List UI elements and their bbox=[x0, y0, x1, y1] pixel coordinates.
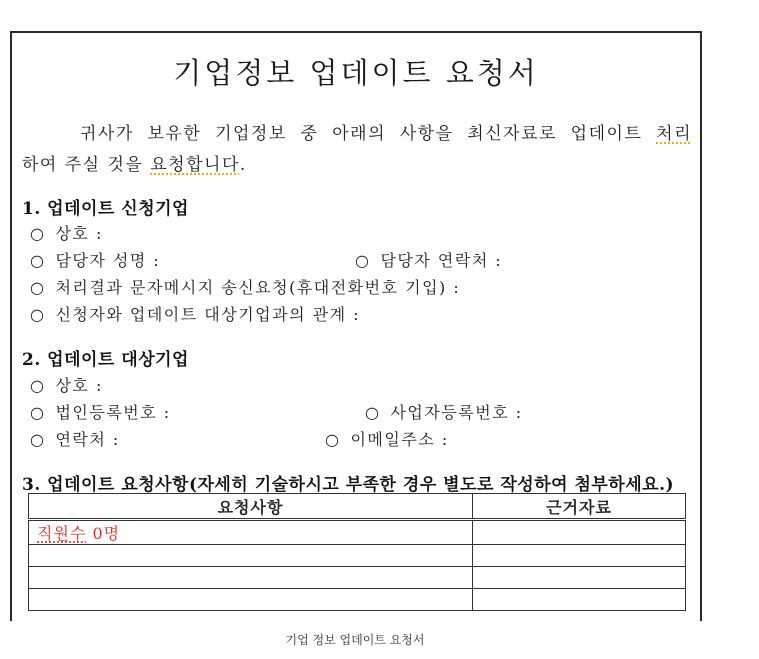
intro-paragraph bbox=[22, 119, 692, 181]
section1-heading: 1. 업데이트 신청기업 bbox=[22, 199, 189, 219]
table-header-row bbox=[29, 494, 686, 520]
image-caption: 기업 정보 업데이트 요청서 bbox=[285, 633, 425, 647]
bullet-icon: ○ bbox=[30, 403, 46, 422]
s1-contact-name-field bbox=[30, 248, 160, 271]
bullet-icon: ○ bbox=[365, 403, 381, 422]
bullet-icon: ○ bbox=[30, 430, 46, 449]
s2-corp-reg-field bbox=[30, 400, 171, 423]
request-cell[interactable] bbox=[29, 567, 473, 589]
bullet-icon: ○ bbox=[30, 278, 46, 297]
intro-text-2c: . bbox=[239, 155, 247, 175]
document-title: 기업정보 업데이트 요청서 bbox=[173, 56, 539, 90]
bullet-icon: ○ bbox=[325, 430, 341, 449]
section2-heading: 2. 업데이트 대상기업 bbox=[22, 350, 189, 370]
s1-contact-phone-field bbox=[355, 248, 502, 271]
evidence-cell[interactable] bbox=[473, 545, 686, 567]
section3-heading: 3. 업데이트 요청사항(자세히 기술하시고 부족한 경우 별도로 작성하여 첨부하세요.) bbox=[22, 475, 675, 495]
col-request-header: 요청사항 bbox=[29, 494, 473, 520]
bullet-icon: ○ bbox=[30, 305, 46, 324]
s2-corp-reg-label: 법인등록번호 : bbox=[55, 403, 171, 422]
evidence-cell[interactable] bbox=[473, 520, 686, 545]
intro-text-2a: 하여 주실 것을 bbox=[22, 155, 151, 175]
request-cell[interactable] bbox=[29, 589, 473, 611]
table-row bbox=[29, 589, 686, 611]
table-row bbox=[29, 567, 686, 589]
bullet-icon: ○ bbox=[30, 251, 46, 270]
intro-text-1b: 처리 bbox=[656, 124, 692, 144]
evidence-cell[interactable] bbox=[473, 589, 686, 611]
s2-phone-label: 연락처 : bbox=[55, 430, 120, 449]
request-cell[interactable] bbox=[29, 520, 473, 545]
intro-text-1a: 귀사가 보유한 기업정보 중 아래의 사항을 최신자료로 업데이트 bbox=[80, 124, 657, 144]
intro-line-2 bbox=[22, 150, 692, 181]
col-evidence-header: 근거자료 bbox=[473, 494, 686, 520]
entry-text-b: 0명 bbox=[86, 524, 121, 543]
intro-line-1 bbox=[22, 119, 692, 150]
document-page bbox=[10, 31, 702, 621]
s1-relation-field bbox=[30, 302, 360, 325]
s2-email-label: 이메일주소 : bbox=[350, 430, 449, 449]
table-row bbox=[29, 520, 686, 545]
s2-phone-field bbox=[30, 427, 120, 450]
entry-text-a: 직원수 bbox=[37, 524, 87, 543]
s1-company-name-label: 상호 : bbox=[55, 224, 103, 243]
bullet-icon: ○ bbox=[355, 251, 371, 270]
s1-relation-label: 신청자와 업데이트 대상기업과의 관계 : bbox=[55, 305, 360, 324]
s1-sms-request-field bbox=[30, 275, 460, 298]
intro-text-2b: 요청합니다 bbox=[150, 155, 240, 175]
bullet-icon: ○ bbox=[30, 224, 46, 243]
s2-biz-reg-label: 사업자등록번호 : bbox=[390, 403, 523, 422]
s1-contact-phone-label: 담당자 연락처 : bbox=[380, 251, 503, 270]
s1-company-name-field bbox=[30, 221, 103, 244]
s1-contact-name-label: 담당자 성명 : bbox=[55, 251, 161, 270]
s2-company-name-field bbox=[30, 373, 103, 396]
s2-company-name-label: 상호 : bbox=[55, 376, 103, 395]
s2-biz-reg-field bbox=[365, 400, 523, 423]
table-row bbox=[29, 545, 686, 567]
s1-sms-request-label: 처리결과 문자메시지 송신요청(휴대전화번호 기입) : bbox=[55, 278, 461, 297]
s2-email-field bbox=[325, 427, 449, 450]
bullet-icon: ○ bbox=[30, 376, 46, 395]
request-cell[interactable] bbox=[29, 545, 473, 567]
evidence-cell[interactable] bbox=[473, 567, 686, 589]
request-table bbox=[28, 493, 686, 611]
